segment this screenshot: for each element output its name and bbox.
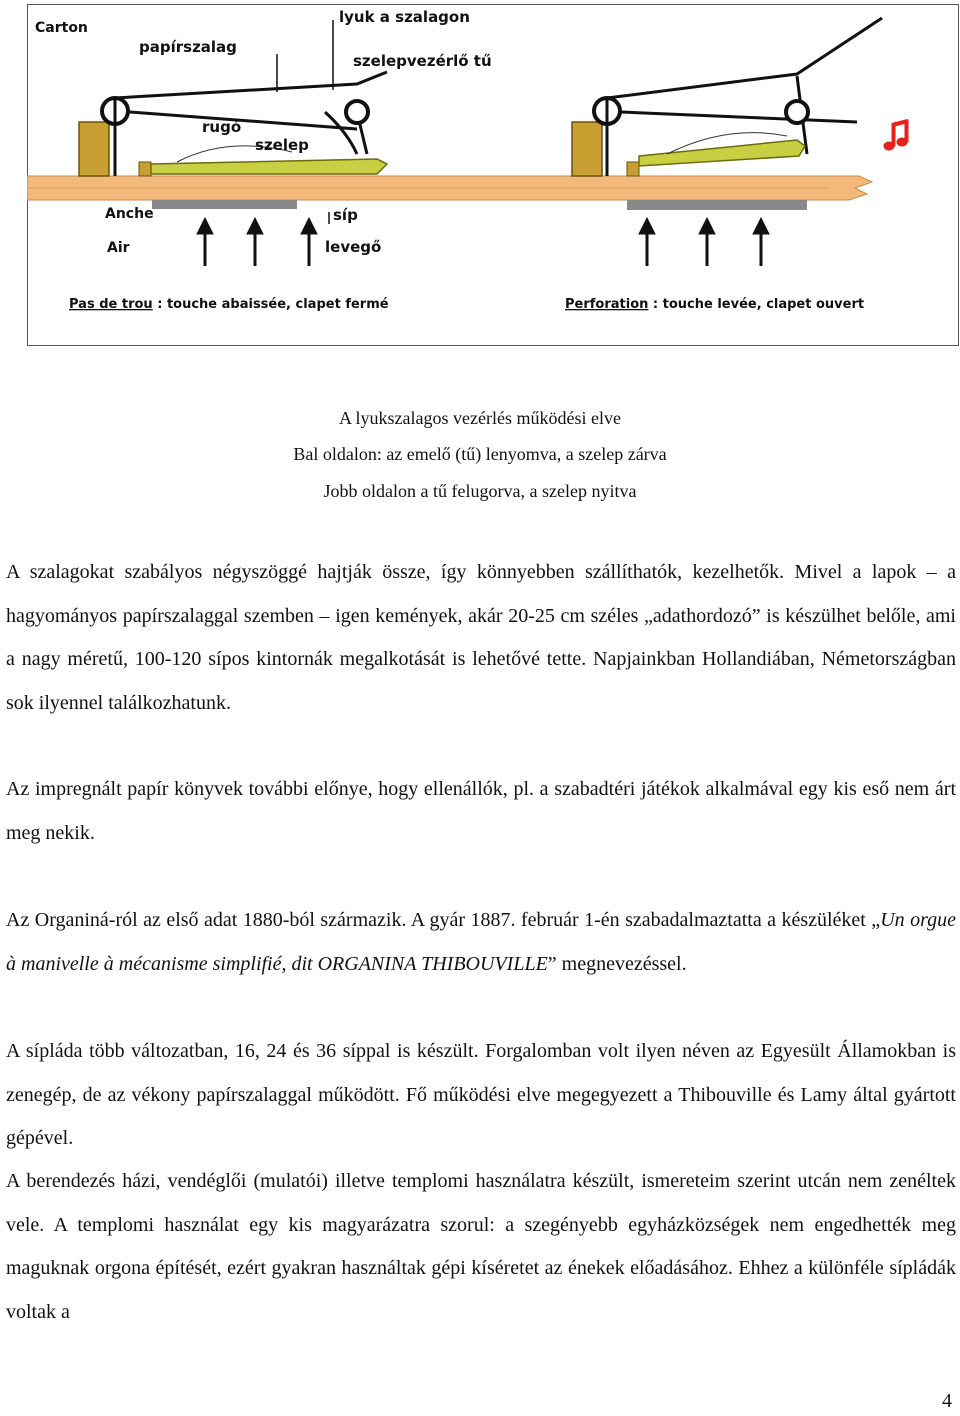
label-papirszalag: papírszalag [139,38,237,56]
label-rugo: rugó [202,118,242,136]
label-pas-de-trou: Pas de trou [69,297,153,312]
paragraph-2: Az impregnált papír könyvek további előnye, hogy ellenállók, pl. a szabadtéri játékok alkalmával egy kis eső nem árt meg nekik. [6,778,956,844]
label-szelep: szelep [255,136,309,154]
status-left [69,297,389,312]
label-perforation: Perforation [565,297,649,312]
status-right [565,297,864,312]
caption-title: A lyukszalagos vezérlés működési elve [339,408,621,428]
label-anche: Anche [105,206,154,222]
patent-title: Un orgue à manivelle à mécanisme simplifié, dit ORGANINA THIBOUVILLE [6,909,956,975]
label-left-status: : touche abaissée, clapet fermé [152,297,389,312]
left-reed [152,200,297,209]
caption-left: Bal oldalon: az emelő (tű) lenyomva, a szelep zárva [293,444,667,464]
page-number: 4 [942,1390,952,1412]
paragraph-3-end: ” megnevezéssel. [547,952,687,975]
paragraph-4: A sípláda több változatban, 16, 24 és 36 síppal is készült. Forgalomban volt ilyen néven az Egyesült Államokban is zenegép, de az vékony papírszalaggal működött. Fő működési elve megegyezett a Thibouville és Lamy által gyártott gépével. [6,1040,956,1149]
right-reed [627,200,807,210]
label-szelepvezerlo: szelepvezérlő tű [353,52,492,70]
paragraph-3-start: Az Organiná-ról az első adat 1880-ból származik. A gyár 1887. február 1-én szabadalmaztatta a készüléket „ [6,909,881,931]
label-sip: síp [333,206,358,224]
caption-right: Jobb oldalon a tű felugorva, a szelep nyitva [323,481,637,501]
label-right-status: : touche levée, clapet ouvert [648,297,865,312]
organ-mechanism-diagram [27,4,959,346]
label-air: Air [107,240,130,256]
label-lyuk: lyuk a szalagon [339,8,470,26]
paragraph-3 [6,899,956,986]
label-carton: Carton [35,20,88,36]
paragraph-5: A berendezés házi, vendéglői (mulatói) illetve templomi használatra készült, ismereteim szerint utcán nem zenéltek vele. A templomi használat egy kis magyarázatra szorul: a szegényebb egyházközségek nem engedhették meg maguknak orgona építését, ezért gyakran használtak gépi kíséretet az énekek előadásához. Ehhez a különféle sípládák voltak a [6,1170,956,1323]
paragraph-1: A szalagokat szabályos négyszöggé hajtják össze, így könnyebben szállíthatók, kezelhetők. Mivel a lapok – a hagyományos papírszalaggal szemben – igen kemények, akár 20-25 cm széles „adathordozó” is készülhet belőle, ami a nagy méretű, 100-120 sípos kintornák megalkotását is lehetővé tette. Napjainkban Hollandiában, Németországban sok ilyennel találkozhatunk. [6,561,956,714]
label-levego: levegő [325,238,382,256]
